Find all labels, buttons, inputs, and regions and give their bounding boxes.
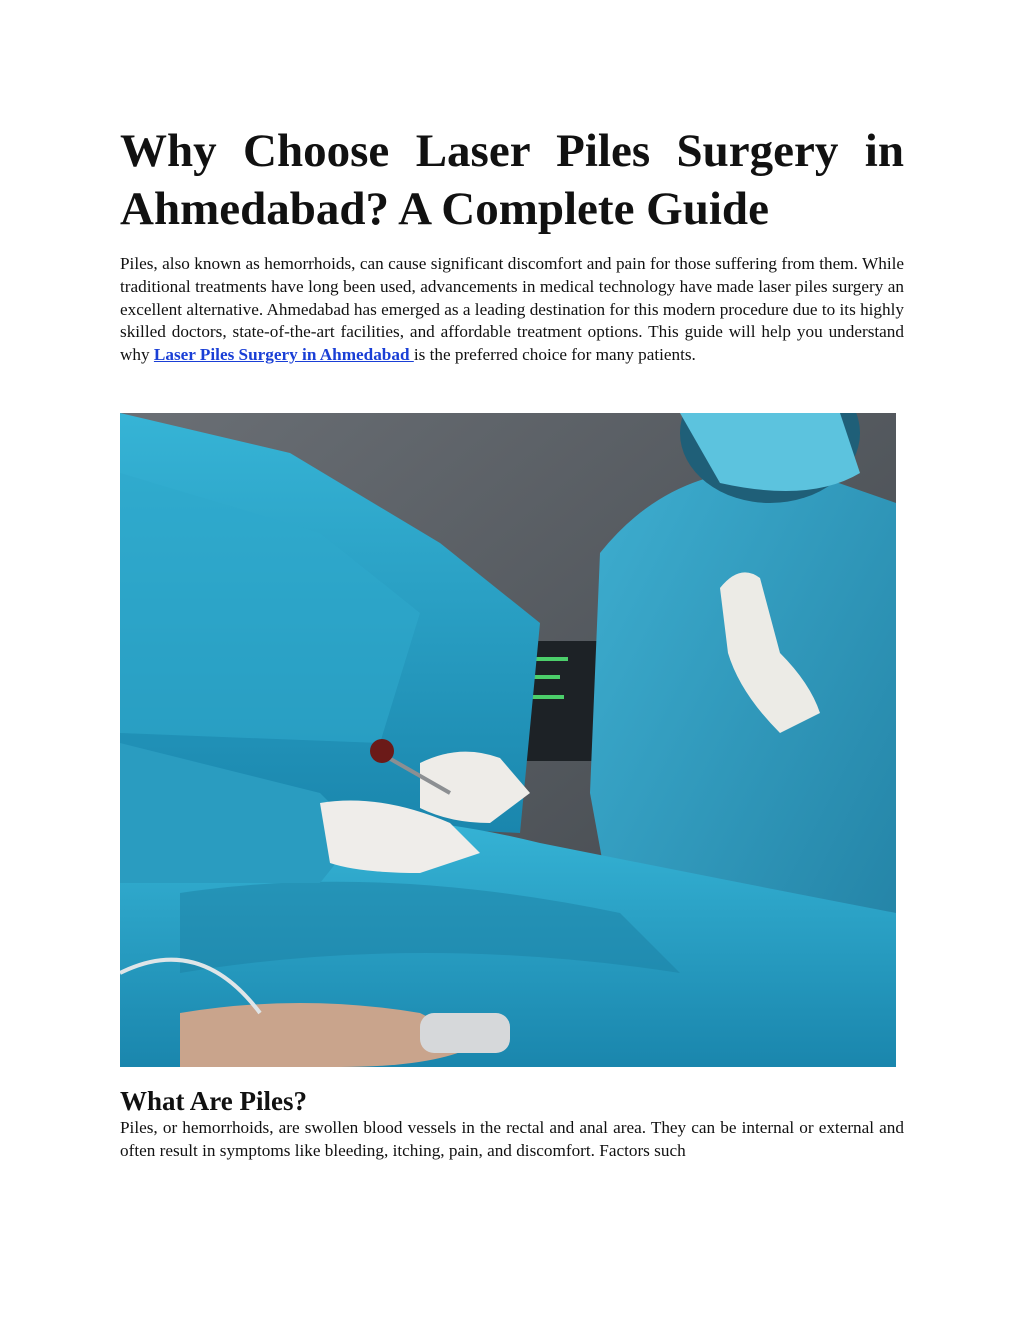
surgery-photo-icon xyxy=(120,413,896,1067)
page-title-line-2: Ahmedabad? A Complete Guide xyxy=(120,183,769,235)
section-paragraph-what-are-piles: Piles, or hemorrhoids, are swollen blood vessels in the rectal and anal area. They can be internal or external and often result in symptoms like bleeding, itching, pain, and discomfort. Factors such xyxy=(120,1118,904,1160)
laser-piles-surgery-link[interactable]: Laser Piles Surgery in Ahmedabad xyxy=(153,345,414,365)
intro-text-end: is the preferred choice for many patients. xyxy=(413,345,696,365)
section-heading-what-are-piles: What Are Piles? xyxy=(120,1086,307,1116)
page-title xyxy=(120,122,904,238)
intro-paragraph xyxy=(120,253,904,367)
page-title-line-1: Why Choose Laser Piles Surgery in xyxy=(120,125,904,177)
intro-text: Piles, also known as hemorrhoids, can cause significant discomfort and pain for those suffering from them. While traditional treatments have long been used, advancements in medical technology have made laser piles surgery an excellent alternative. Ahmedabad has emerged as a leading destination for this modern procedure due to its highly skilled doctors, state-of-the-art facilities, and affordable treatment options. This guide will help you understand why xyxy=(120,254,904,365)
surgery-photo xyxy=(120,413,896,1067)
